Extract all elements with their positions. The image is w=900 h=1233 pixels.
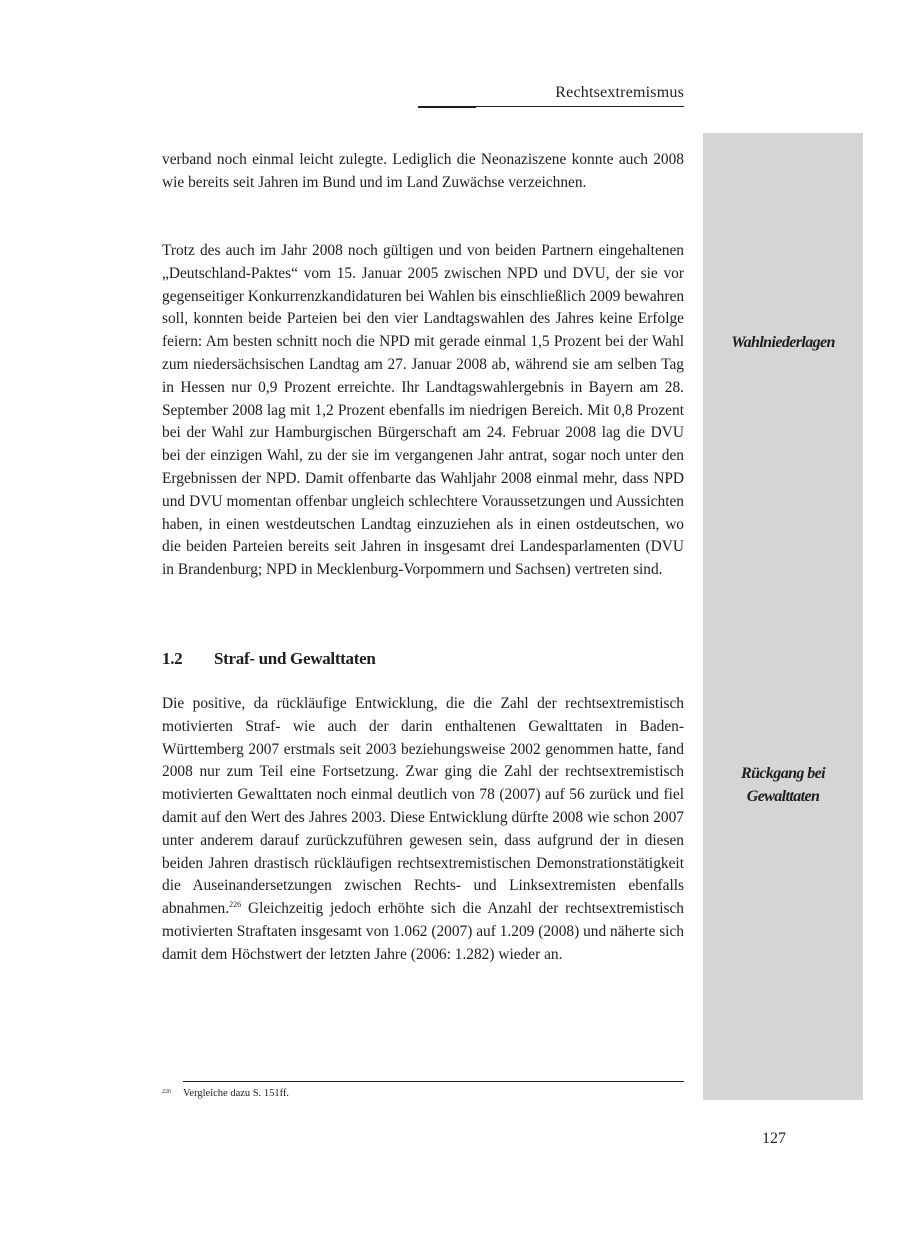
- margin-column: [703, 133, 863, 1100]
- margin-note-text: Wahlniederlagen: [731, 334, 835, 351]
- footnote-number: 226: [162, 1089, 171, 1095]
- header-rule: [476, 106, 684, 107]
- body-paragraph: [162, 693, 684, 967]
- section-number: 1.2: [162, 649, 183, 668]
- section-heading: [162, 649, 684, 669]
- header-rule-thick: [418, 106, 476, 108]
- footnote: [162, 1088, 289, 1099]
- margin-note-line-1: Rückgang bei: [741, 765, 825, 782]
- body-text-segment: Gleichzeitig jedoch erhöhte sich die Anzahl der rechtsextremistisch motivierten Straftaten insgesamt von 1.062 (2007) auf 1.209 (2008) und näherte sich damit dem Höchstwert der letzten Jahre (2006: 1.282) wieder an.: [162, 900, 684, 963]
- section-title: Straf- und Gewalttaten: [214, 649, 376, 668]
- margin-note-line-2: Gewalttaten: [746, 788, 820, 805]
- footnote-rule: [183, 1081, 684, 1082]
- body-text-segment: Die positive, da rückläufige Entwicklung, die die Zahl der rechtsextremistisch motivierten Straf- wie auch der darin enthaltenen Gewalttaten in Baden-Württemberg 2007 erstmals seit 2003 beziehungsweise 2002 genommen hatte, fand 2008 nur zum Teil eine Fortsetzung. Zwar ging die Zahl der rechtsextremistisch motivierten Gewalttaten noch einmal deutlich von 78 (2007) auf 56 zurück und fiel damit auf den Wert des Jahres 2003. Diese Entwicklung dürfte 2008 wie schon 2007 unter anderem darauf zurückzuführen gewesen sein, dass aufgrund der in diesen beiden Jahren drastisch rückläufigen rechtsextremistischen Demonstrationstätigkeit die Auseinandersetzungen zwischen Rechts- und Linksextremisten ebenfalls abnahmen.: [162, 695, 684, 918]
- footnote-text: Vergleiche dazu S. 151ff.: [183, 1088, 290, 1099]
- margin-note-wahlniederlagen: [703, 331, 863, 354]
- running-head: Rechtsextremismus: [555, 84, 684, 101]
- body-paragraph: Trotz des auch im Jahr 2008 noch gültigen und von beiden Partnern eingehaltenen „Deutschland-Paktes“ vom 15. Januar 2005 zwischen NPD und DVU, der sie vor gegenseitiger Konkurrenzkandidaturen bei Wahlen bis einschließlich 2009 bewahren soll, konnten beide Parteien bei den vier Landtagswahlen des Jahres keine Erfolge feiern: Am besten schnitt noch die NPD mit gerade einmal 1,5 Prozent bei der Wahl zum niedersächsischen Landtag am 27. Januar 2008 ab, während sie am selben Tag in Hessen nur 0,9 Prozent erreichte. Ihr Landtagswahlergebnis in Bayern am 28. September 2008 lag mit 1,2 Prozent ebenfalls im niedrigen Bereich. Mit 0,8 Prozent bei der Wahl zur Hamburgischen Bürgerschaft am 24. Februar 2008 lag die DVU bei der einzigen Wahl, zu der sie im vergangenen Jahr antrat, sogar noch unter den Ergebnissen der NPD. Damit offenbarte das Wahljahr 2008 einmal mehr, dass NPD und DVU momentan offenbar ungleich schlechtere Voraussetzungen und Aussichten haben, in einen westdeutschen Landtag einzuziehen als in einen ostdeutschen, wo die beiden Parteien bereits seit Jahren in insgesamt drei Landesparlamenten (DVU in Brandenburg; NPD in Mecklenburg-Vorpommern und Sachsen) vertreten sind.: [162, 242, 685, 579]
- body-paragraph: verband noch einmal leicht zulegte. Lediglich die Neonaziszene konnte auch 2008 wie bereits seit Jahren im Bund und im Land Zuwächse verzeichnen.: [162, 151, 684, 191]
- margin-note-rueckgang: [703, 762, 863, 808]
- footnote-reference[interactable]: 226: [229, 900, 242, 910]
- page-number: 127: [762, 1130, 786, 1147]
